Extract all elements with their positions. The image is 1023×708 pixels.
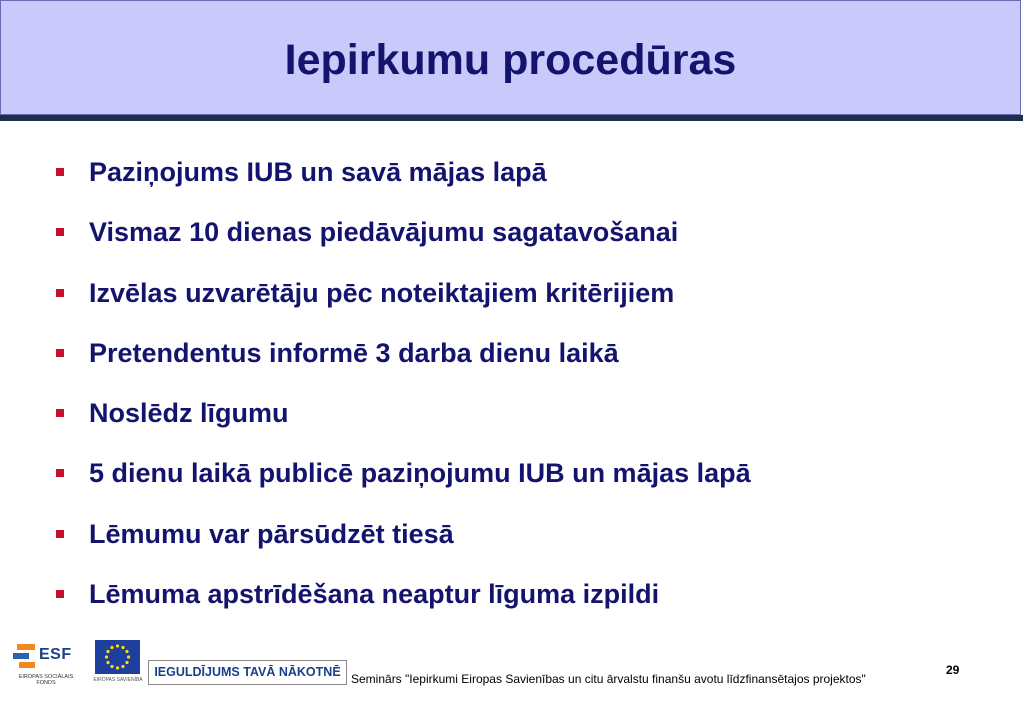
bullet-item — [52, 150, 751, 210]
bullet-text: Izvēlas uzvarētāju pēc noteiktajiem kritērijiem — [89, 277, 675, 308]
slide-title: Iepirkumu procedūras — [284, 36, 737, 84]
bullet-text: Pretendentus informē 3 darba dienu laikā — [89, 337, 619, 368]
bullet-square-icon — [56, 228, 64, 236]
title-bar — [0, 0, 1021, 115]
bullet-text: Lēmuma apstrīdēšana neaptur līguma izpildi — [89, 579, 660, 610]
bullet-square-icon — [56, 289, 64, 297]
bullet-item — [52, 512, 751, 572]
bullet-item — [52, 572, 751, 632]
bullet-square-icon — [56, 168, 64, 176]
bullet-item — [52, 391, 751, 451]
slide-footer — [0, 630, 1023, 708]
bullet-text: Vismaz 10 dienas piedāvājumu sagatavošanai — [89, 217, 679, 248]
bullet-square-icon — [56, 590, 64, 598]
esf-logo-text: ESF — [39, 646, 72, 663]
slogan-box: IEGULDĪJUMS TAVĀ NĀKOTNĒ — [148, 660, 347, 685]
page-number: 29 — [946, 663, 960, 677]
bullet-item — [52, 210, 751, 270]
esf-logo — [13, 640, 79, 688]
bullet-square-icon — [56, 530, 64, 538]
bullet-item — [52, 451, 751, 511]
esf-logo-subtitle: EIROPAS SOCIĀLAIS FONDS — [18, 674, 74, 686]
bullet-square-icon — [56, 409, 64, 417]
title-divider — [0, 115, 1023, 121]
bullet-text: Noslēdz līgumu — [89, 398, 289, 429]
bullet-item — [52, 331, 751, 391]
eu-flag-subtitle: EIROPAS SAVIENĪBA — [93, 677, 143, 683]
bullet-list — [52, 150, 751, 632]
seminar-caption: Seminārs "Iepirkumi Eiropas Savienības un citu ārvalstu finanšu avotu līdzfinansētajos projektos" — [351, 672, 866, 686]
eu-stars-icon — [95, 640, 140, 674]
bullet-item — [52, 271, 751, 331]
bullet-text: 5 dienu laikā publicē paziņojumu IUB un mājas lapā — [89, 458, 751, 489]
bullet-square-icon — [56, 469, 64, 477]
eu-flag-icon — [95, 640, 140, 674]
esf-mark-icon — [13, 644, 37, 670]
bullet-text: Lēmumu var pārsūdzēt tiesā — [89, 518, 454, 549]
bullet-square-icon — [56, 349, 64, 357]
bullet-text: Paziņojums IUB un savā mājas lapā — [89, 157, 547, 187]
